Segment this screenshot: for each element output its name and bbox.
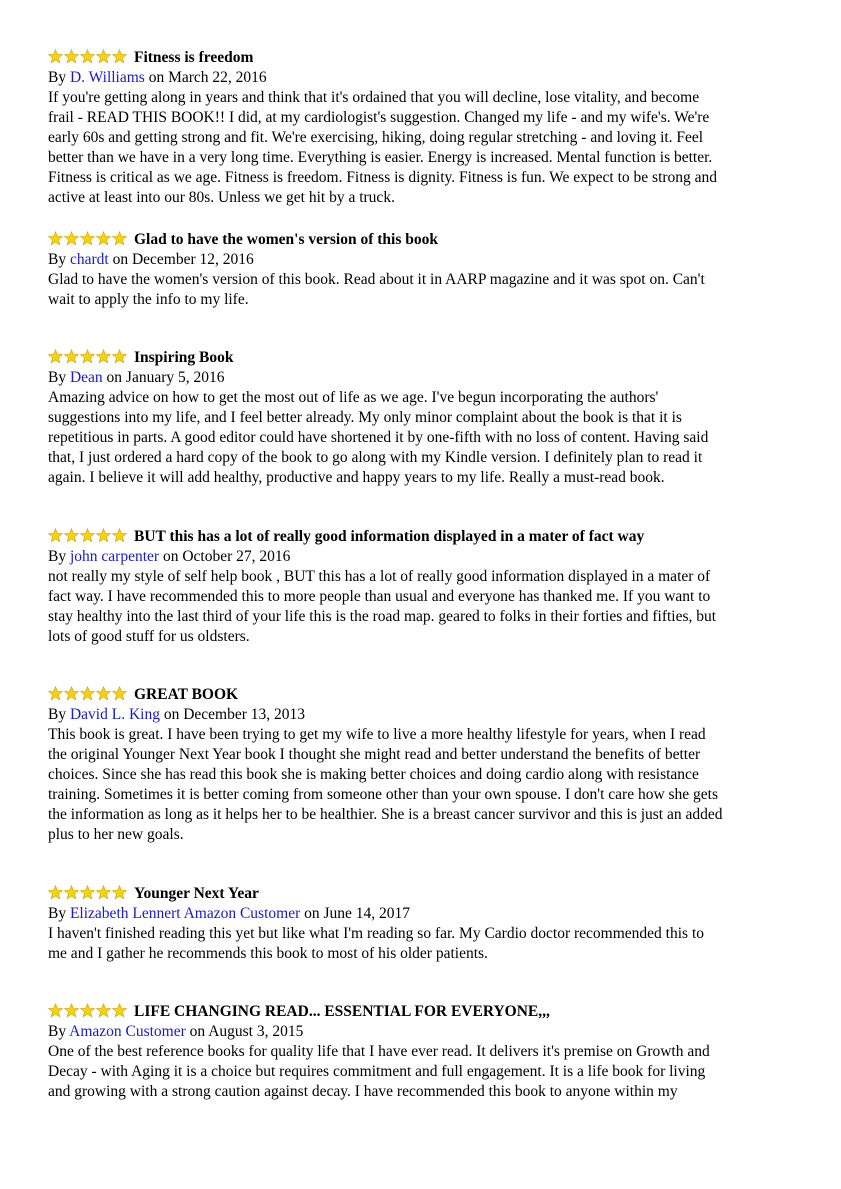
star-icon bbox=[80, 1003, 95, 1018]
five-star-rating-icon bbox=[48, 49, 128, 70]
by-label: By bbox=[48, 905, 67, 922]
review-title: LIFE CHANGING READ... ESSENTIAL FOR EVERYONE,,, bbox=[134, 1003, 550, 1020]
review-text-line: repetitious in parts. A good editor could have shortened it by one-fifth with no loss of content. Having said bbox=[48, 429, 709, 446]
review-text-line: Glad to have the women's version of this book. Read about it in AARP magazine and it was spot on. Can't bbox=[48, 271, 705, 288]
review-text-line: training. Sometimes it is better coming from someone other than your own spouse. I don't care how she gets bbox=[48, 786, 719, 803]
review-text-line: wait to apply the info to my life. bbox=[48, 291, 249, 308]
review-title: Fitness is freedom bbox=[134, 49, 254, 66]
review-title-line bbox=[48, 230, 808, 250]
star-icon bbox=[64, 49, 79, 64]
on-label: on bbox=[304, 905, 320, 922]
star-icon bbox=[64, 528, 79, 543]
star-icon bbox=[48, 49, 63, 64]
review-text-line: Amazing advice on how to get the most out of life as we age. I've begun incorporating the authors' bbox=[48, 389, 659, 406]
star-icon bbox=[64, 686, 79, 701]
review-5 bbox=[48, 685, 808, 845]
review-text-line: fact way. I have recommended this to more people than usual and everyone has thanked me. If you want to bbox=[48, 588, 711, 605]
author-link[interactable]: chardt bbox=[69, 251, 109, 268]
review-text-line: Fitness is critical as we age. Fitness is freedom. Fitness is dignity. Fitness is fun. We expect to be strong and bbox=[48, 169, 718, 186]
review-title-line bbox=[48, 527, 808, 547]
review-date: December 12, 2016 bbox=[131, 251, 254, 268]
by-label: By bbox=[48, 1023, 67, 1040]
review-text-line: again. I believe it will add healthy, productive and happy years to my life. Really a must-read book. bbox=[48, 469, 665, 486]
review-text-line: early 60s and getting strong and fit. We're exercising, hiking, doing regular stretching - and loving it. Feel bbox=[48, 129, 704, 146]
five-star-rating-icon bbox=[48, 686, 128, 707]
review-title-line bbox=[48, 685, 808, 705]
review-byline bbox=[48, 68, 808, 88]
review-body bbox=[48, 88, 808, 208]
review-4 bbox=[48, 527, 808, 647]
five-star-rating-icon bbox=[48, 528, 128, 549]
on-label: on bbox=[189, 1023, 206, 1040]
review-date: March 22, 2016 bbox=[168, 69, 267, 86]
star-icon bbox=[48, 686, 63, 701]
review-text-line: frail - READ THIS BOOK!! I did, at my cardiologist's suggestion. Changed my life - and my wife's. We're bbox=[48, 109, 710, 126]
star-icon bbox=[112, 49, 127, 64]
star-icon bbox=[80, 686, 95, 701]
star-icon bbox=[96, 1003, 111, 1018]
by-label: By bbox=[48, 706, 67, 723]
review-text-line: I haven't finished reading this yet but like what I'm reading so far. My Cardio doctor recommended this to bbox=[48, 925, 704, 942]
review-title-line bbox=[48, 1002, 808, 1022]
by-label: By bbox=[48, 548, 67, 565]
review-body bbox=[48, 567, 808, 647]
author-link[interactable]: Elizabeth Lennert Amazon Customer bbox=[69, 905, 301, 922]
review-text-line: that, I just ordered a hard copy of the book to go along with my Kindle version. I definitely plan to read it bbox=[48, 449, 703, 466]
review-text-line: and growing with a strong caution against decay. I have recommended this book to anyone within my bbox=[48, 1083, 678, 1100]
on-label: on bbox=[106, 369, 123, 386]
on-label: on bbox=[163, 706, 180, 723]
star-icon bbox=[48, 528, 63, 543]
five-star-rating-icon bbox=[48, 885, 128, 906]
author-link[interactable]: john carpenter bbox=[69, 548, 160, 565]
star-icon bbox=[48, 885, 63, 900]
star-icon bbox=[96, 528, 111, 543]
star-icon bbox=[112, 885, 127, 900]
review-text-line: plus to her new goals. bbox=[48, 826, 184, 843]
review-byline bbox=[48, 250, 808, 270]
review-date: January 5, 2016 bbox=[125, 369, 225, 386]
review-text-line: suggestions into my life, and I feel better already. My only minor complaint about the book is that it is bbox=[48, 409, 682, 426]
review-text-line: lots of good stuff for us oldsters. bbox=[48, 628, 250, 645]
review-title-line bbox=[48, 884, 808, 904]
star-icon bbox=[96, 885, 111, 900]
review-text-line: me and I gather he recommends this book to most of his older patients. bbox=[48, 945, 488, 962]
review-title: Younger Next Year bbox=[134, 885, 259, 902]
review-3 bbox=[48, 348, 808, 488]
review-title: GREAT BOOK bbox=[134, 686, 239, 703]
review-body bbox=[48, 725, 808, 845]
review-date: December 13, 2013 bbox=[183, 706, 306, 723]
star-icon bbox=[48, 349, 63, 364]
star-icon bbox=[112, 349, 127, 364]
review-text-line: the original Younger Next Year book I thought she might read and better understand the benefits of better bbox=[48, 746, 701, 763]
review-text-line: This book is great. I have been trying to get my wife to live a more healthy lifestyle for years, when I read bbox=[48, 726, 706, 743]
on-label: on bbox=[162, 548, 179, 565]
star-icon bbox=[64, 231, 79, 246]
review-title: Inspiring Book bbox=[134, 349, 234, 366]
star-icon bbox=[80, 49, 95, 64]
five-star-rating-icon bbox=[48, 349, 128, 370]
star-icon bbox=[80, 349, 95, 364]
review-date: June 14, 2017 bbox=[323, 905, 411, 922]
on-label: on bbox=[112, 251, 129, 268]
review-text-line: One of the best reference books for quality life that I have ever read. It delivers it's premise on Growth and bbox=[48, 1043, 710, 1060]
review-byline bbox=[48, 1022, 808, 1042]
star-icon bbox=[64, 1003, 79, 1018]
review-text-line: not really my style of self help book , BUT this has a lot of really good information displayed in a mater of bbox=[48, 568, 711, 585]
star-icon bbox=[96, 49, 111, 64]
review-title: Glad to have the women's version of this book bbox=[134, 231, 438, 248]
review-title: BUT this has a lot of really good information displayed in a mater of fact way bbox=[134, 528, 645, 545]
five-star-rating-icon bbox=[48, 231, 128, 252]
author-link[interactable]: Dean bbox=[69, 369, 103, 386]
review-body bbox=[48, 388, 808, 488]
review-title-line bbox=[48, 48, 808, 68]
review-7 bbox=[48, 1002, 808, 1102]
review-byline bbox=[48, 705, 808, 725]
review-byline bbox=[48, 547, 808, 567]
by-label: By bbox=[48, 369, 67, 386]
on-label: on bbox=[148, 69, 165, 86]
star-icon bbox=[64, 885, 79, 900]
star-icon bbox=[48, 231, 63, 246]
author-link[interactable]: Amazon Customer bbox=[69, 1023, 186, 1040]
review-date: August 3, 2015 bbox=[208, 1023, 304, 1040]
star-icon bbox=[64, 349, 79, 364]
review-byline bbox=[48, 904, 808, 924]
review-text-line: choices. Since she has read this book she is making better choices and doing cardio along with resistance bbox=[48, 766, 699, 783]
review-byline bbox=[48, 368, 808, 388]
review-2 bbox=[48, 230, 808, 310]
star-icon bbox=[48, 1003, 63, 1018]
review-date: October 27, 2016 bbox=[182, 548, 291, 565]
star-icon bbox=[112, 528, 127, 543]
review-text-line: stay healthy into the last third of your life this is the road map. geared to folks in their forties and fifties, but bbox=[48, 608, 717, 625]
review-title-line bbox=[48, 348, 808, 368]
author-link[interactable]: David L. King bbox=[69, 706, 160, 723]
review-text-line: the information as long as it helps her to be healthier. She is a breast cancer survivor and this is just an added bbox=[48, 806, 723, 823]
star-icon bbox=[112, 1003, 127, 1018]
review-body bbox=[48, 924, 808, 964]
star-icon bbox=[112, 231, 127, 246]
by-label: By bbox=[48, 69, 67, 86]
review-text-line: If you're getting along in years and think that it's ordained that you will decline, lose vitality, and become bbox=[48, 89, 700, 106]
review-1 bbox=[48, 48, 808, 208]
by-label: By bbox=[48, 251, 67, 268]
star-icon bbox=[96, 686, 111, 701]
review-text-line: better than we have in a very long time. Everything is easier. Energy is increased. Mental function is better. bbox=[48, 149, 713, 166]
five-star-rating-icon bbox=[48, 1003, 128, 1024]
review-body bbox=[48, 270, 808, 310]
star-icon bbox=[96, 231, 111, 246]
star-icon bbox=[80, 231, 95, 246]
star-icon bbox=[80, 885, 95, 900]
author-link[interactable]: D. Williams bbox=[69, 69, 145, 86]
review-6 bbox=[48, 884, 808, 964]
star-icon bbox=[96, 349, 111, 364]
star-icon bbox=[80, 528, 95, 543]
review-body bbox=[48, 1042, 808, 1102]
star-icon bbox=[112, 686, 127, 701]
review-text-line: active at least into our 80s. Unless we get hit by a truck. bbox=[48, 189, 395, 206]
review-text-line: Decay - with Aging it is a choice but requires commitment and full engagement. It is a life book for living bbox=[48, 1063, 706, 1080]
